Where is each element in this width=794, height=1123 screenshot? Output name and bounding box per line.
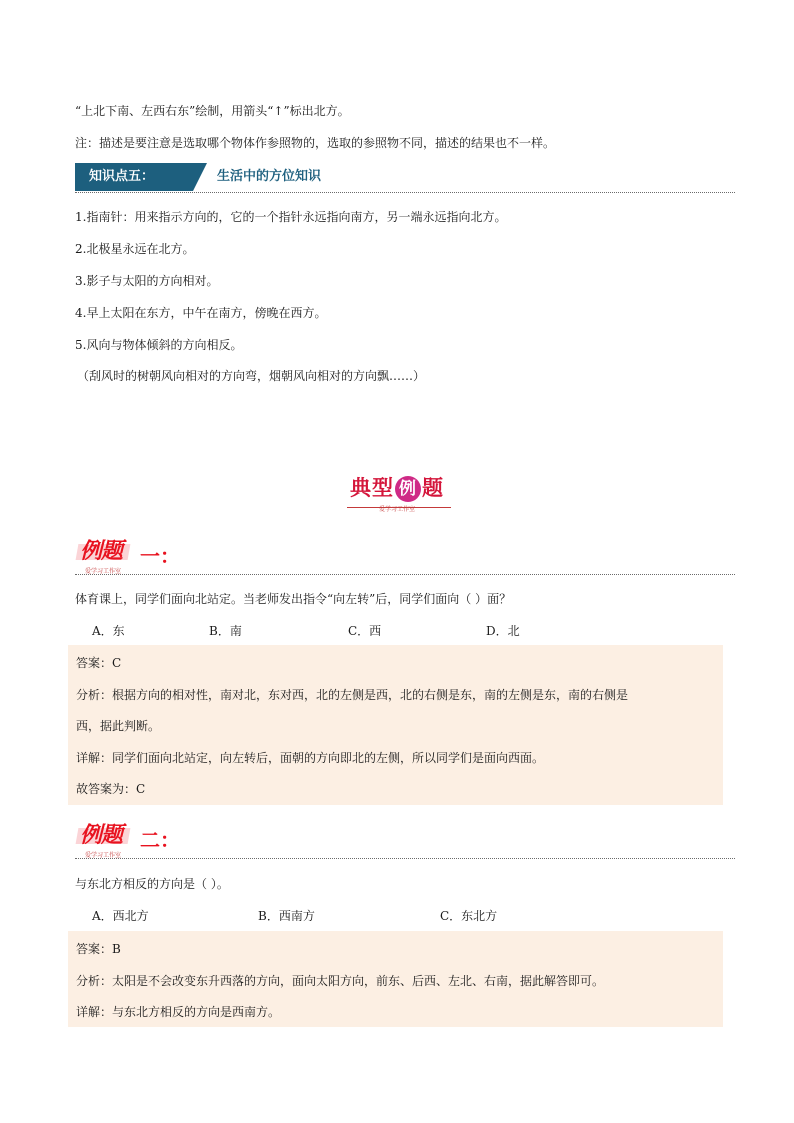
option-d: D．北 xyxy=(486,624,520,638)
list-item: 2.北极星永远在北方。 xyxy=(75,242,195,256)
banner-title-pre: 典型 xyxy=(350,476,394,500)
answer: 答案：C xyxy=(76,656,122,670)
typical-example-banner xyxy=(0,462,794,512)
detail: 详解：与东北方相反的方向是西南方。 xyxy=(76,1005,281,1019)
answer: 答案：B xyxy=(76,942,121,956)
detail: 详解：同学们面向北站定，向左转后，面朝的方向即北的左侧，所以同学们是面向西面。 xyxy=(76,751,545,765)
banner-title xyxy=(0,472,794,502)
example-badge: 例题 xyxy=(80,539,123,564)
example-2-question: 与东北方相反的方向是（ ）。 xyxy=(75,877,229,891)
list-item: 3.影子与太阳的方向相对。 xyxy=(75,274,219,288)
option-b: B．西南方 xyxy=(258,909,315,923)
analysis-line-2: 西，据此判断。 xyxy=(76,719,161,733)
list-item: 1.指南针：用来指示方向的，它的一个指针永远指向南方，另一端永远指向北方。 xyxy=(75,210,507,224)
knowledge-point-label: 知识点五： xyxy=(75,163,193,191)
knowledge-point-tab-corner xyxy=(193,163,207,191)
knowledge-point-remark: （刮风时的树朝风向相对的方向弯，烟朝风向相对的方向飘……） xyxy=(77,369,426,383)
list-item: 4.早上太阳在东方，中午在南方，傍晚在西方。 xyxy=(75,306,327,320)
knowledge-point-title: 生活中的方位知识 xyxy=(217,169,322,184)
option-b: B．南 xyxy=(209,624,242,638)
option-a: A．东 xyxy=(92,624,125,638)
example-2-answer-box xyxy=(68,931,723,1027)
example-number: 二： xyxy=(140,828,180,852)
list-item: 5.风向与物体倾斜的方向相反。 xyxy=(75,338,243,352)
divider xyxy=(75,574,735,575)
knowledge-point-header xyxy=(75,163,735,191)
example-badge: 例题 xyxy=(80,823,123,848)
example-number: 一： xyxy=(140,544,180,568)
banner-title-post: 题 xyxy=(422,476,444,500)
example-1-answer-box xyxy=(68,645,723,805)
banner-title-fancy-char: 例 xyxy=(395,476,421,502)
example-2-header xyxy=(77,822,737,868)
option-c: C．西 xyxy=(348,624,382,638)
divider xyxy=(75,858,735,859)
divider xyxy=(75,192,735,193)
example-studio-label: 爱学习工作室 xyxy=(85,568,122,575)
intro-note: 注：描述是要注意是选取哪个物体作参照物的，选取的参照物不同，描述的结果也不一样。 xyxy=(75,136,556,150)
analysis-line-1: 分析：根据方向的相对性，南对北，东对西，北的左侧是西，北的右侧是东，南的左侧是东，南的右侧是 xyxy=(76,688,629,702)
conclusion: 故答案为：C xyxy=(76,782,146,796)
analysis: 分析：太阳是不会改变东升西落的方向，面向太阳方向，前东、后西、左北、右南，据此解答即可。 xyxy=(76,974,605,988)
example-1-header xyxy=(77,538,737,584)
example-studio-label: 爱学习工作室 xyxy=(85,852,122,859)
option-a: A．西北方 xyxy=(92,909,149,923)
banner-subtitle: 爱学习工作室 xyxy=(378,506,415,513)
example-1-question: 体育课上，同学们面向北站定。当老师发出指令“向左转”后，同学们面向（ ）面？ xyxy=(75,592,512,606)
option-c: C．东北方 xyxy=(440,909,498,923)
intro-line: “上北下南、左西右东”绘制，用箭头“↑”标出北方。 xyxy=(75,104,350,118)
